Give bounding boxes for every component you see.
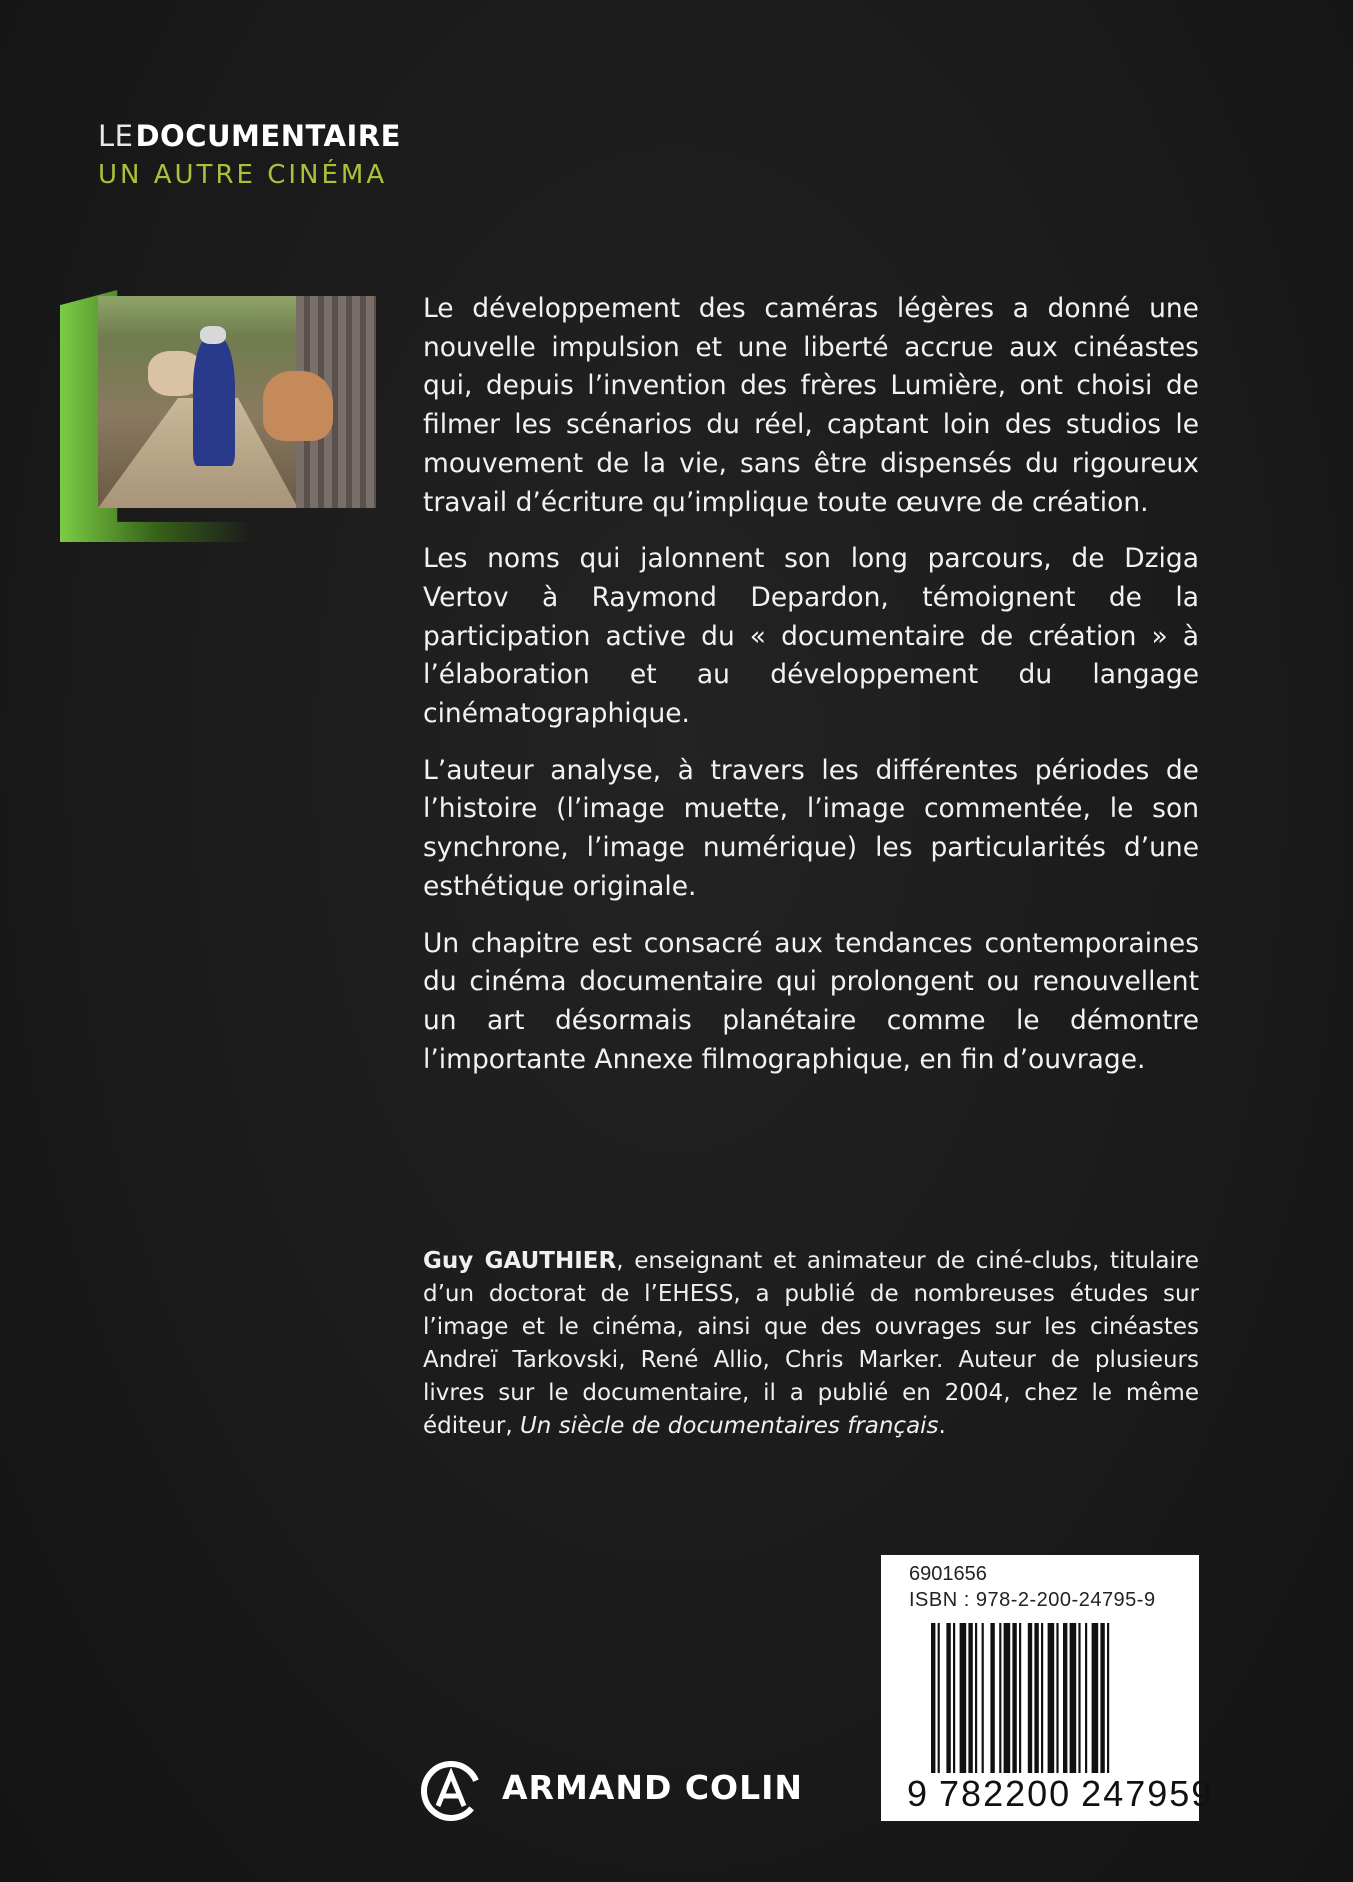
barcode-icon: [931, 1623, 1171, 1773]
isbn-number: ISBN : 978-2-200-24795-9: [909, 1589, 1156, 1611]
series-prefix: LE: [98, 119, 134, 153]
series-subtitle: UN AUTRE CINÉMA: [98, 160, 388, 190]
series-main-title: DOCUMENTAIRE: [135, 119, 401, 153]
description-paragraph: L’auteur analyse, à travers les différentes périodes de l’histoire (l’image muette, l’image commentée, le son synchrone, l’image numérique) les particularités d’une esthétique originale.: [423, 754, 1199, 902]
publisher-name: ARMAND COLIN: [502, 1768, 804, 1807]
description-paragraph: Un chapitre est consacré aux tendances contemporaines du cinéma documentaire qui prolongent ou renouvellent un art désormais planétaire comme le démontre l’importante Annexe filmographique, en fin d’ouvrage.: [423, 927, 1199, 1075]
barcode-digit-group: 782200: [939, 1773, 1072, 1814]
description-paragraph: Le développement des caméras légères a donné une nouvelle impulsion et une liberté accrue aux cinéastes qui, depuis l’invention des frères Lumière, ont choisi de filmer les scénarios du réel, captant loin des studios le mouvement de la vie, sans être dispensés du rigoureux travail d’écriture qu’implique toute œuvre de création.: [423, 293, 1199, 518]
series-title: [98, 119, 401, 153]
photo-farmer-hat: [200, 326, 226, 344]
barcode-label: [881, 1555, 1214, 1821]
barcode-digit-first: 9: [907, 1773, 930, 1814]
author-bio: [423, 1245, 1199, 1443]
armand-colin-logo-icon: [420, 1760, 482, 1822]
author-bio-text: , enseignant et animateur de ciné-clubs, titulaire d’un doctorat de l’EHESS, a publié de nombreuses études sur l’image et le cinéma, ainsi que des ouvrages sur les cinéastes Andreï Tarkovski, René Allio, Chris Marker. Auteur de plusieurs livres sur le documentaire, il a publié en 2004, chez le même éditeur,: [423, 1248, 1199, 1439]
photo-cow: [263, 371, 333, 441]
cover-photo-frame: [60, 290, 378, 542]
description-paragraph: Les noms qui jalonnent son long parcours, de Dziga Vertov à Raymond Depardon, témoignent de la participation active du « documentaire de création » à l’élaboration et au développement du langage cinématographique.: [423, 543, 1199, 730]
author-name: Guy GAUTHIER: [423, 1248, 617, 1274]
barcode-digit-group: 247959: [1081, 1773, 1214, 1814]
cover-photo: [98, 296, 376, 508]
author-book-title: Un siècle de documentaires français: [519, 1413, 939, 1439]
barcode-digits: [907, 1773, 1223, 1815]
author-bio-end: .: [938, 1413, 946, 1439]
photo-farmer: [193, 336, 235, 466]
book-description: [423, 290, 1199, 1097]
product-code: 6901656: [909, 1563, 987, 1585]
